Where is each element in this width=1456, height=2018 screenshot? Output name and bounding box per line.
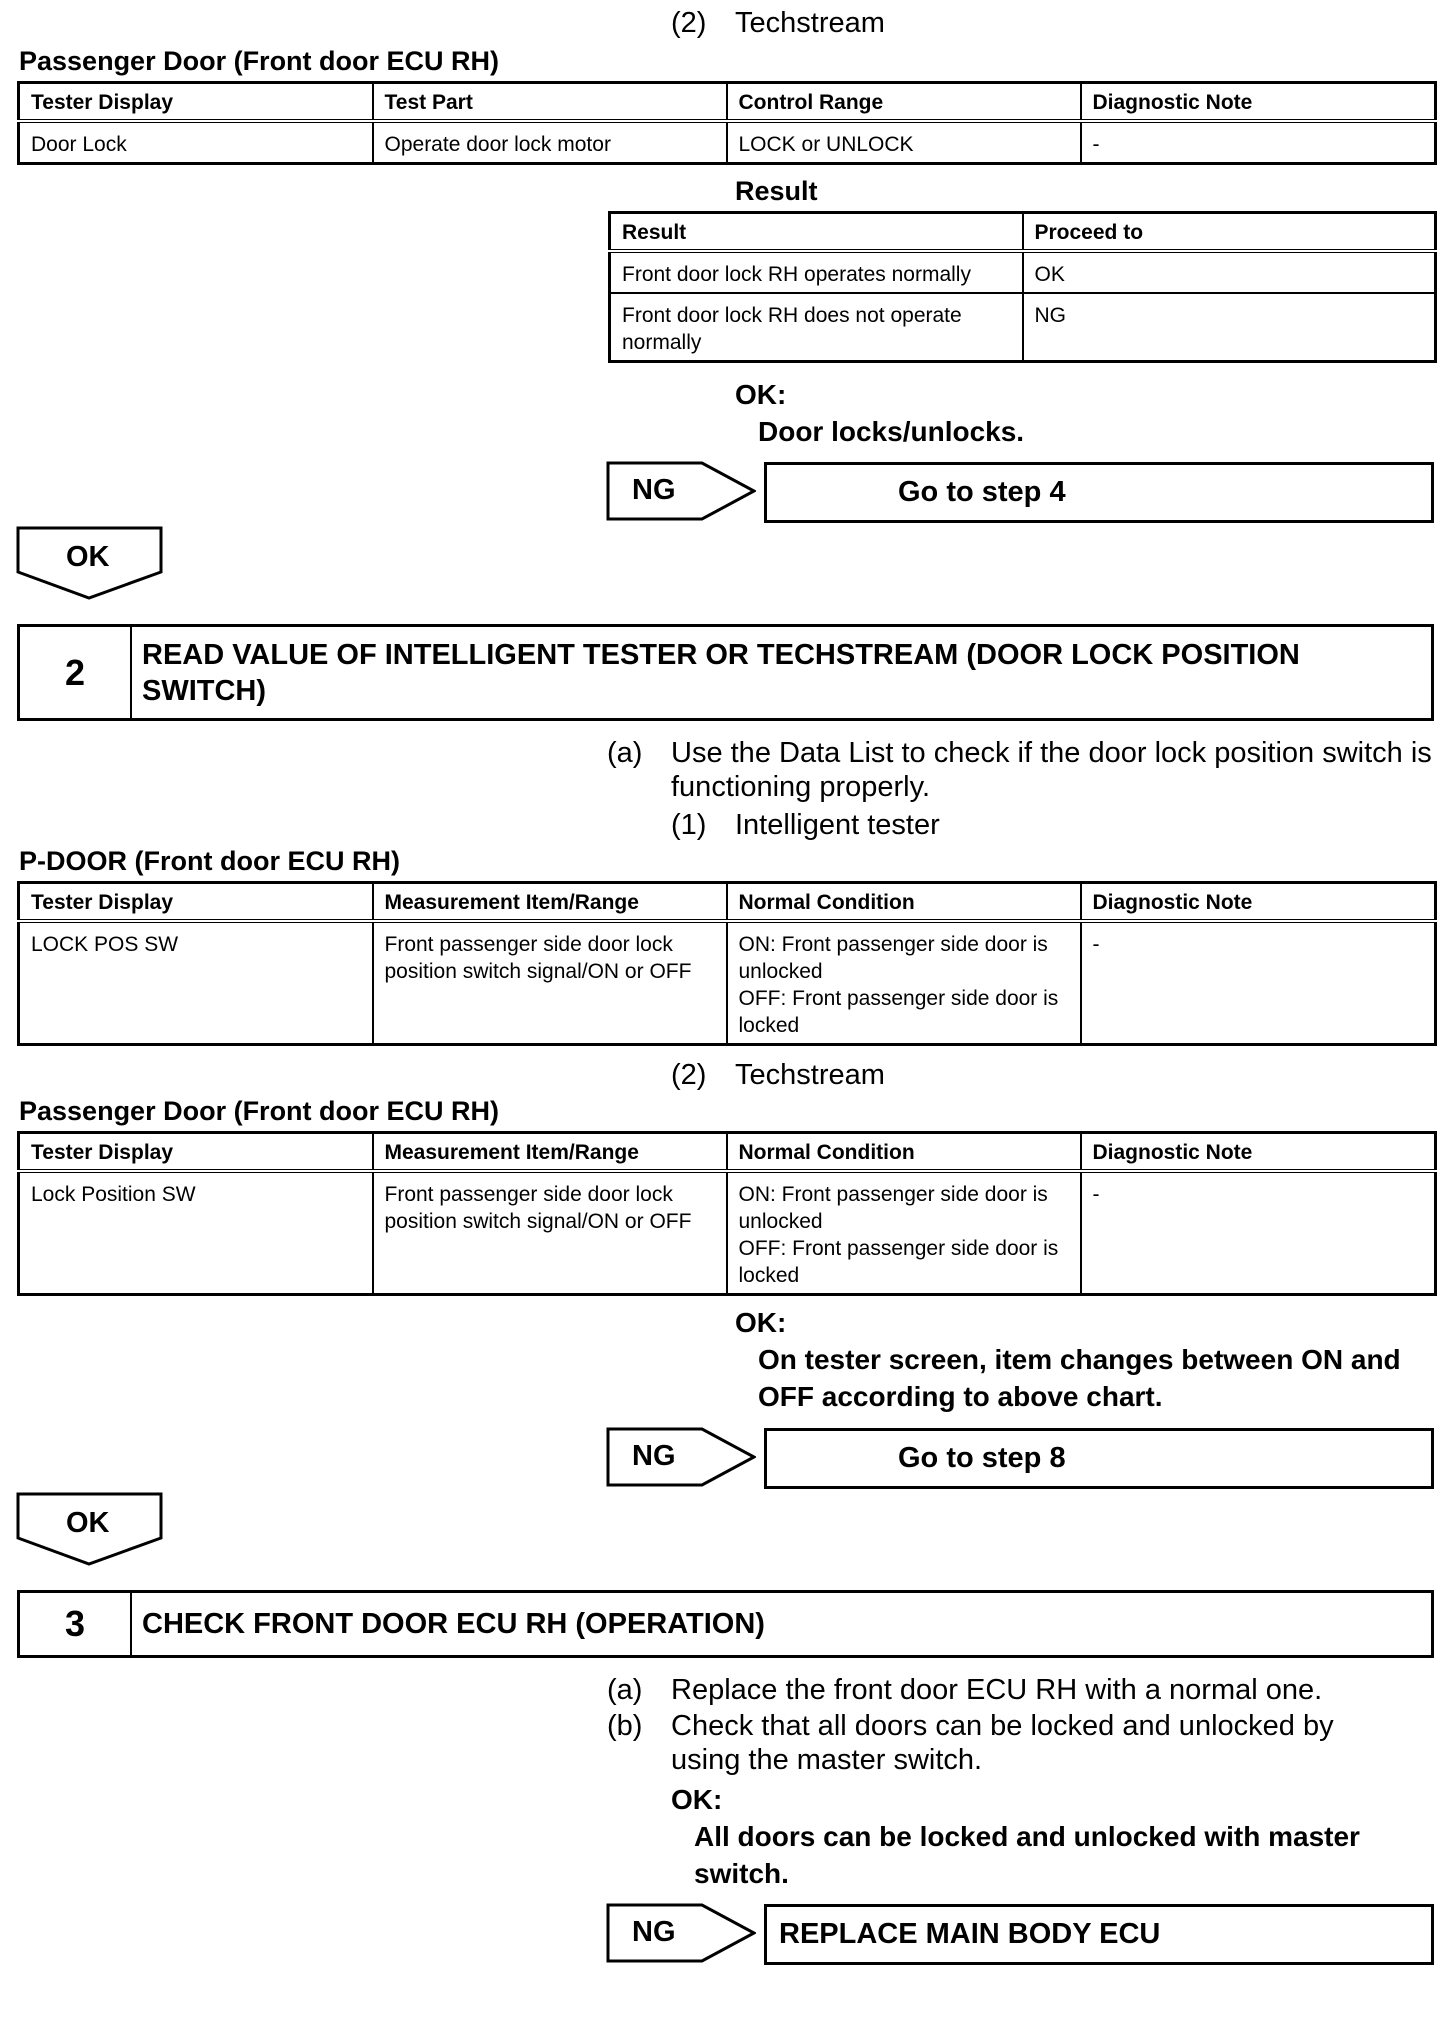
substep-text: Replace the front door ECU RH with a normal one.	[671, 1674, 1323, 1706]
ok-criteria: Door locks/unlocks.	[758, 416, 1025, 447]
substep-number: (b)	[607, 1710, 643, 1742]
table-cell: -	[1081, 1171, 1436, 1295]
header-cell: Diagnostic Note	[1081, 83, 1436, 122]
table-cell: -	[1081, 921, 1436, 1045]
table-header-row	[610, 213, 1436, 252]
table-cell: -	[1081, 121, 1436, 164]
header-cell: Tester Display	[19, 1133, 373, 1172]
ng-arrow-icon	[606, 1903, 756, 1963]
ng-label: NG	[632, 1916, 676, 1948]
ok-arrow-label: OK	[66, 1507, 110, 1539]
substep-a	[607, 1673, 1437, 1707]
result-title: Result	[735, 176, 818, 206]
header-cell: Measurement Item/Range	[373, 883, 727, 922]
table-row	[19, 1171, 1436, 1295]
header-cell: Measurement Item/Range	[373, 1133, 727, 1172]
header-cell: Tester Display	[19, 83, 373, 122]
table-cell: Front door lock RH operates normally	[610, 251, 1023, 293]
substep-a	[607, 736, 1437, 804]
data-list-table-intelligent	[17, 881, 1437, 1046]
table-title: P-DOOR (Front door ECU RH)	[19, 846, 400, 876]
table-cell: Front passenger side door lock position switch signal/ON or OFF	[373, 921, 727, 1045]
goto-step-4-box[interactable]	[764, 462, 1434, 523]
substep-text: Check that all doors can be locked and unlocked by using the master switch.	[671, 1710, 1334, 1776]
table-cell: Door Lock	[19, 121, 373, 164]
table-header-row	[19, 1133, 1436, 1172]
substep-1	[671, 808, 940, 842]
substep-number: (2)	[671, 1059, 707, 1091]
table-title: Passenger Door (Front door ECU RH)	[19, 46, 500, 76]
table-row	[19, 921, 1436, 1045]
goto-step-8-box[interactable]	[764, 1428, 1434, 1489]
step-2-header	[17, 624, 1434, 721]
step-number: 2	[20, 627, 132, 718]
ok-label: OK:	[735, 379, 787, 410]
table-cell: ON: Front passenger side door is unlocked OFF: Front passenger side door is locked	[727, 1171, 1081, 1295]
substep-number: (a)	[607, 737, 643, 769]
header-cell: Test Part	[373, 83, 727, 122]
header-cell: Result	[610, 213, 1023, 252]
table-row	[19, 121, 1436, 164]
table-cell: Front door lock RH does not operate normally	[610, 293, 1023, 362]
ng-arrow-icon	[606, 1427, 756, 1487]
substep-text: Techstream	[735, 1059, 885, 1091]
ok-criteria: All doors can be locked and unlocked with master switch.	[694, 1821, 1360, 1889]
goto-text: REPLACE MAIN BODY ECU	[779, 1918, 1161, 1950]
table-title: Passenger Door (Front door ECU RH)	[19, 1096, 500, 1126]
substep-text: Techstream	[735, 7, 885, 39]
header-cell: Normal Condition	[727, 1133, 1081, 1172]
result-table	[608, 211, 1437, 363]
active-test-table	[17, 81, 1437, 165]
header-cell: Control Range	[727, 83, 1081, 122]
goto-text: Go to step 8	[898, 1442, 1066, 1474]
ok-criteria: On tester screen, item changes between ON and OFF according to above chart.	[758, 1344, 1401, 1412]
substep-text: Use the Data List to check if the door lock position switch is functioning properly.	[671, 737, 1432, 803]
substep-number: (1)	[671, 809, 707, 841]
header-cell: Proceed to	[1023, 213, 1436, 252]
ng-arrow-icon	[606, 461, 756, 521]
table-cell: Front passenger side door lock position switch signal/ON or OFF	[373, 1171, 727, 1295]
replace-main-body-ecu-box[interactable]	[764, 1904, 1434, 1965]
table-cell: ON: Front passenger side door is unlocked OFF: Front passenger side door is locked	[727, 921, 1081, 1045]
substep-b	[607, 1709, 1387, 1777]
substep-2	[671, 6, 885, 40]
table-cell: LOCK or UNLOCK	[727, 121, 1081, 164]
table-cell: Lock Position SW	[19, 1171, 373, 1295]
goto-text: Go to step 4	[898, 476, 1066, 508]
step-title: READ VALUE OF INTELLIGENT TESTER OR TECHSTREAM (DOOR LOCK POSITION SWITCH)	[142, 638, 1300, 707]
table-row	[610, 293, 1436, 362]
table-cell: LOCK POS SW	[19, 921, 373, 1045]
header-cell: Normal Condition	[727, 883, 1081, 922]
header-cell: Diagnostic Note	[1081, 883, 1436, 922]
header-cell: Diagnostic Note	[1081, 1133, 1436, 1172]
ok-arrow-label: OK	[66, 541, 110, 573]
substep-text: Intelligent tester	[735, 809, 940, 841]
ng-label: NG	[632, 1440, 676, 1472]
data-list-table-techstream	[17, 1131, 1437, 1296]
step-3-header	[17, 1590, 1434, 1658]
step-title: CHECK FRONT DOOR ECU RH (OPERATION)	[142, 1608, 765, 1640]
table-row	[610, 251, 1436, 293]
ng-label: NG	[632, 474, 676, 506]
substep-number: (a)	[607, 1674, 643, 1706]
ok-label: OK:	[735, 1307, 787, 1338]
table-header-row	[19, 83, 1436, 122]
table-cell: Operate door lock motor	[373, 121, 727, 164]
substep-number: (2)	[671, 7, 707, 39]
header-cell: Tester Display	[19, 883, 373, 922]
step-number: 3	[20, 1593, 132, 1655]
table-cell: OK	[1023, 251, 1436, 293]
ok-label: OK:	[671, 1784, 723, 1815]
substep-2	[671, 1058, 885, 1092]
table-header-row	[19, 883, 1436, 922]
table-cell: NG	[1023, 293, 1436, 362]
